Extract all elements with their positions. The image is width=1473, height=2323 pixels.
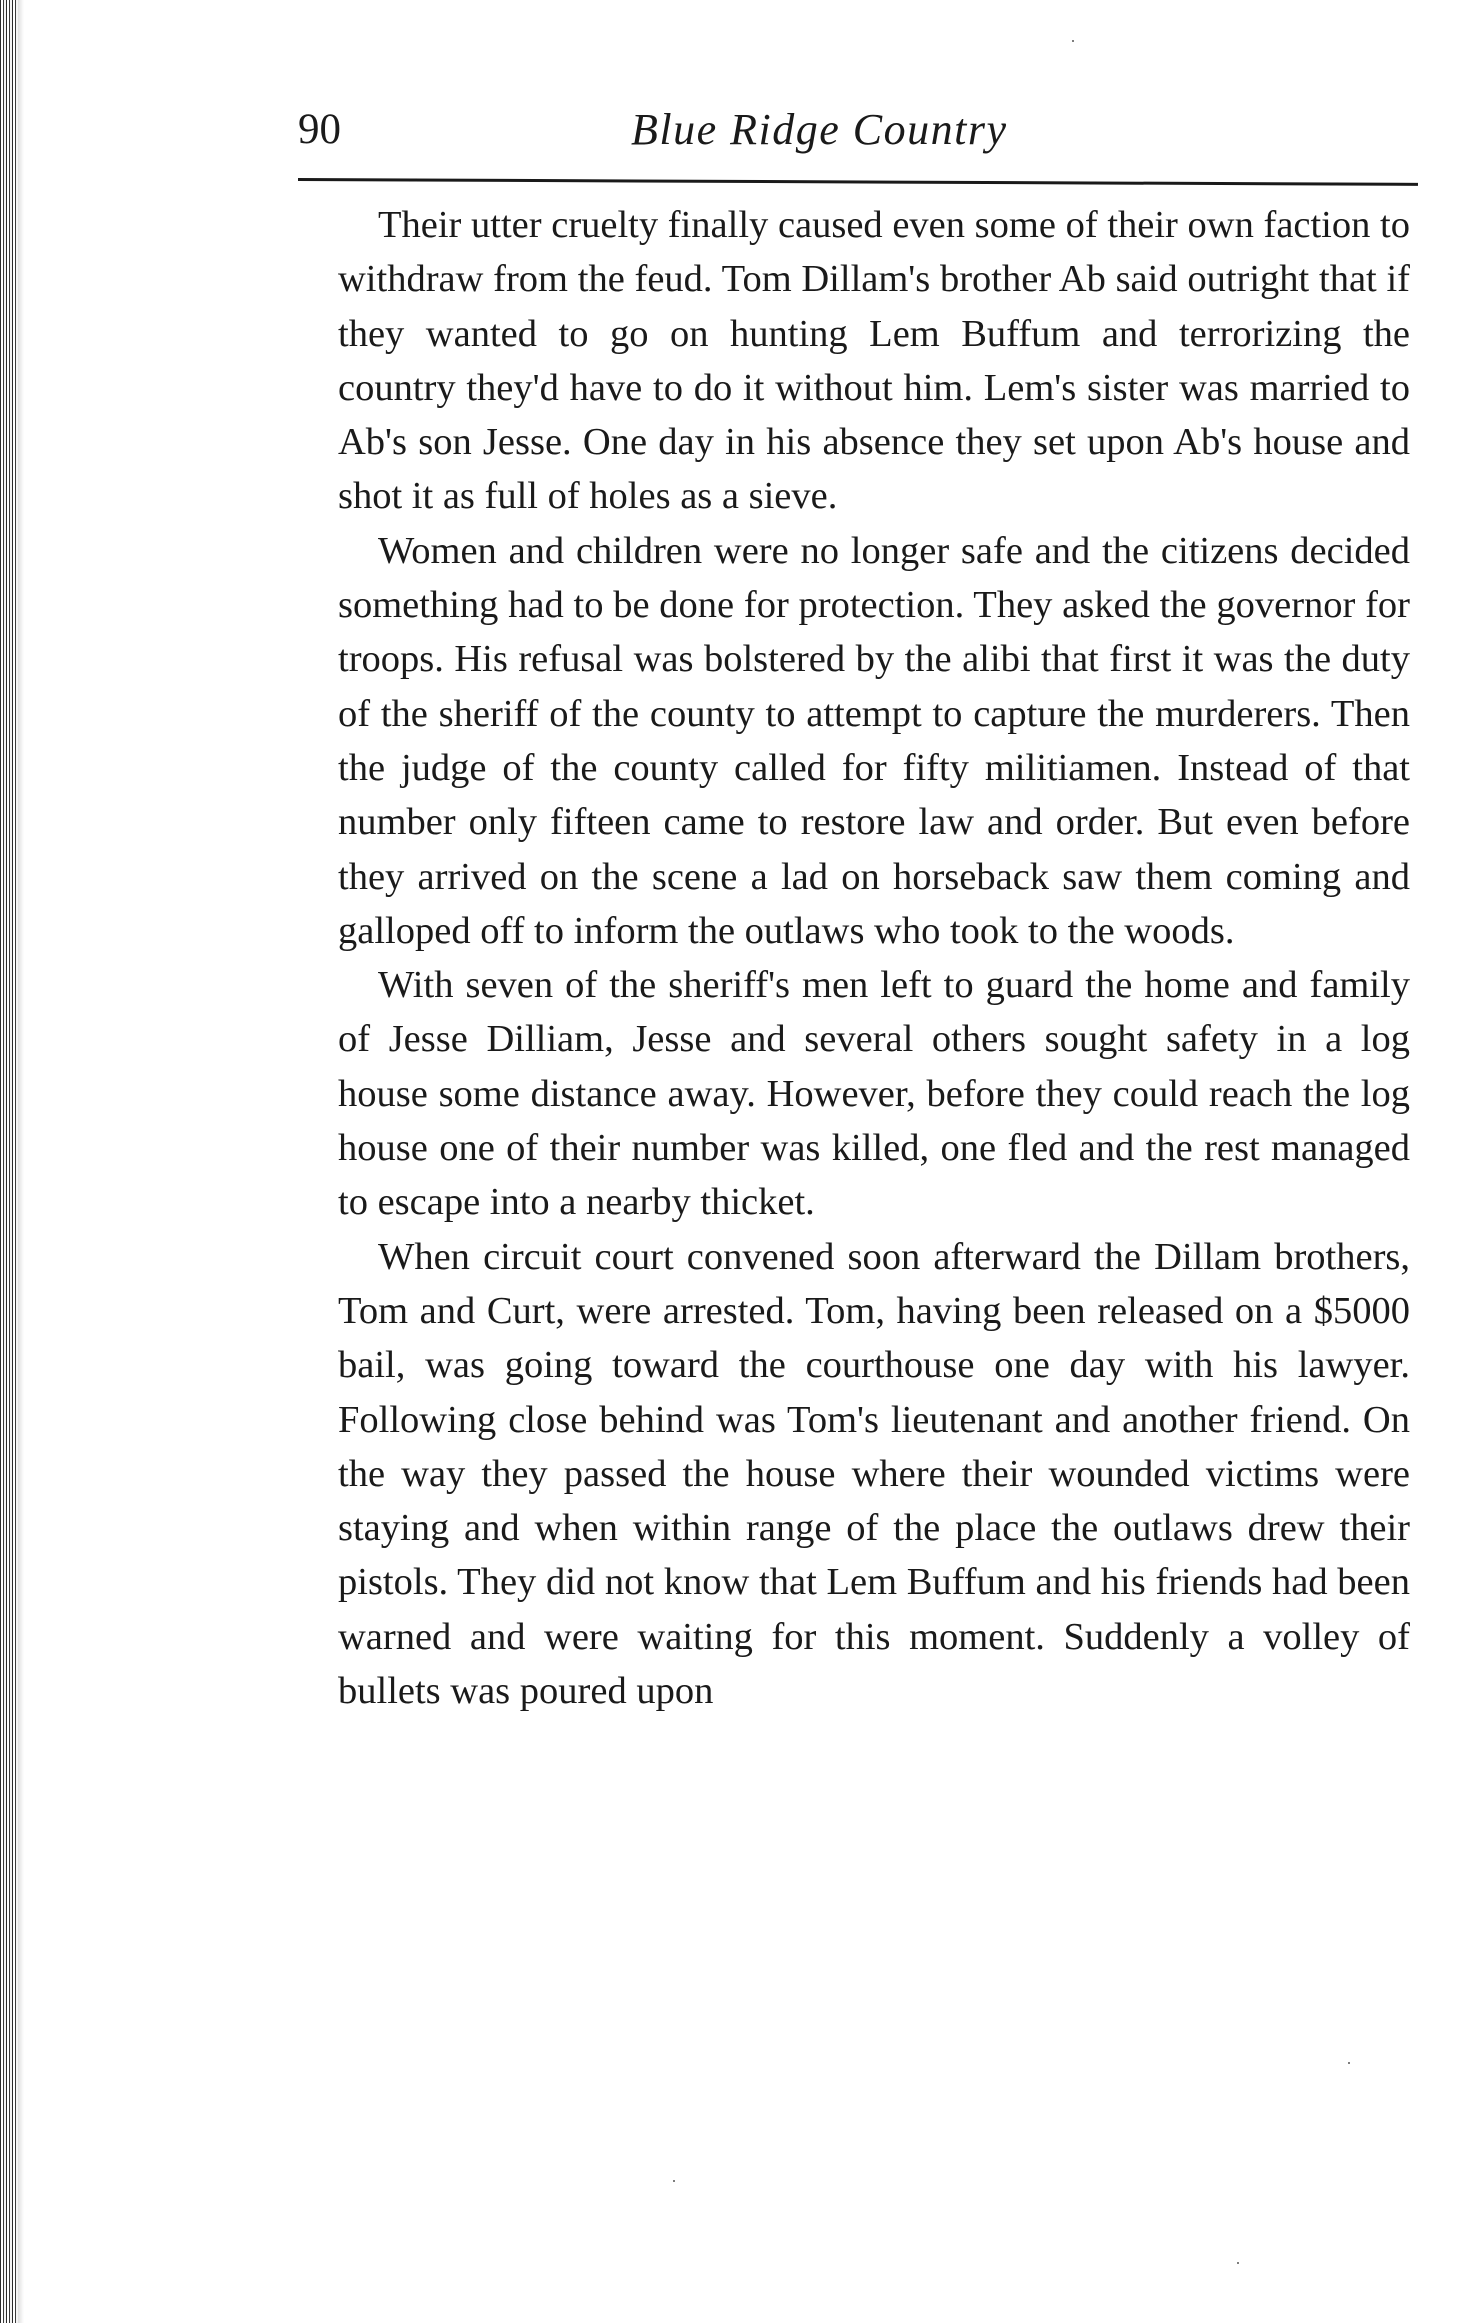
paragraph: With seven of the sheriff's men left to guard the home and family of Jesse Dilliam, Jesse and several others sought safety in a log house some distance away. However, before they could reach the log house one of their number was killed, one fled and the rest managed to escape into a nearby thicket. <box>338 964 1410 1224</box>
running-head <box>298 100 1423 160</box>
scan-speck <box>1348 2062 1350 2064</box>
scan-speck <box>1072 40 1074 42</box>
scan-speck <box>1237 2262 1239 2264</box>
paragraph: When circuit court convened soon afterward the Dillam brothers, Tom and Curt, were arrested. Tom, having been released on a $5000 bail, was going toward the courthouse one day with his lawyer. Following close behind was Tom's lieutenant and another friend. On the way they passed the house where their wounded victims were staying and when within range of the place the outlaws drew their pistols. They did not know that Lem Buffum and his friends had been warned and were waiting for this moment. Suddenly a volley of bullets was poured upon <box>338 1235 1410 1713</box>
book-page <box>298 100 1438 1718</box>
book-title: Blue Ridge Country <box>631 105 1008 154</box>
header-rule <box>298 178 1418 186</box>
body-text <box>298 198 1410 1718</box>
paragraph: Women and children were no longer safe and the citizens decided something had to be done for protection. They asked the governor for troops. His refusal was bolstered by the alibi that first it was the duty of the sheriff of the county to attempt to capture the murderers. Then the judge of the county called for fifty militiamen. Instead of that number only fifteen came to restore law and order. But even before they arrived on the scene a lad on horseback saw them coming and galloped off to inform the outlaws who took to the woods. <box>338 529 1410 952</box>
scan-speck <box>673 2180 675 2182</box>
page-number: 90 <box>298 106 341 153</box>
paragraph: Their utter cruelty finally caused even some of their own faction to withdraw from the feud. Tom Dillam's brother Ab said outright that if they wanted to go on hunting Lem Buffum and terrorizing the country they'd have to do it without him. Lem's sister was married to Ab's son Jesse. One day in his absence they set upon Ab's house and shot it as full of holes as a sieve. <box>338 204 1410 518</box>
scan-binding-edge <box>0 0 18 2323</box>
